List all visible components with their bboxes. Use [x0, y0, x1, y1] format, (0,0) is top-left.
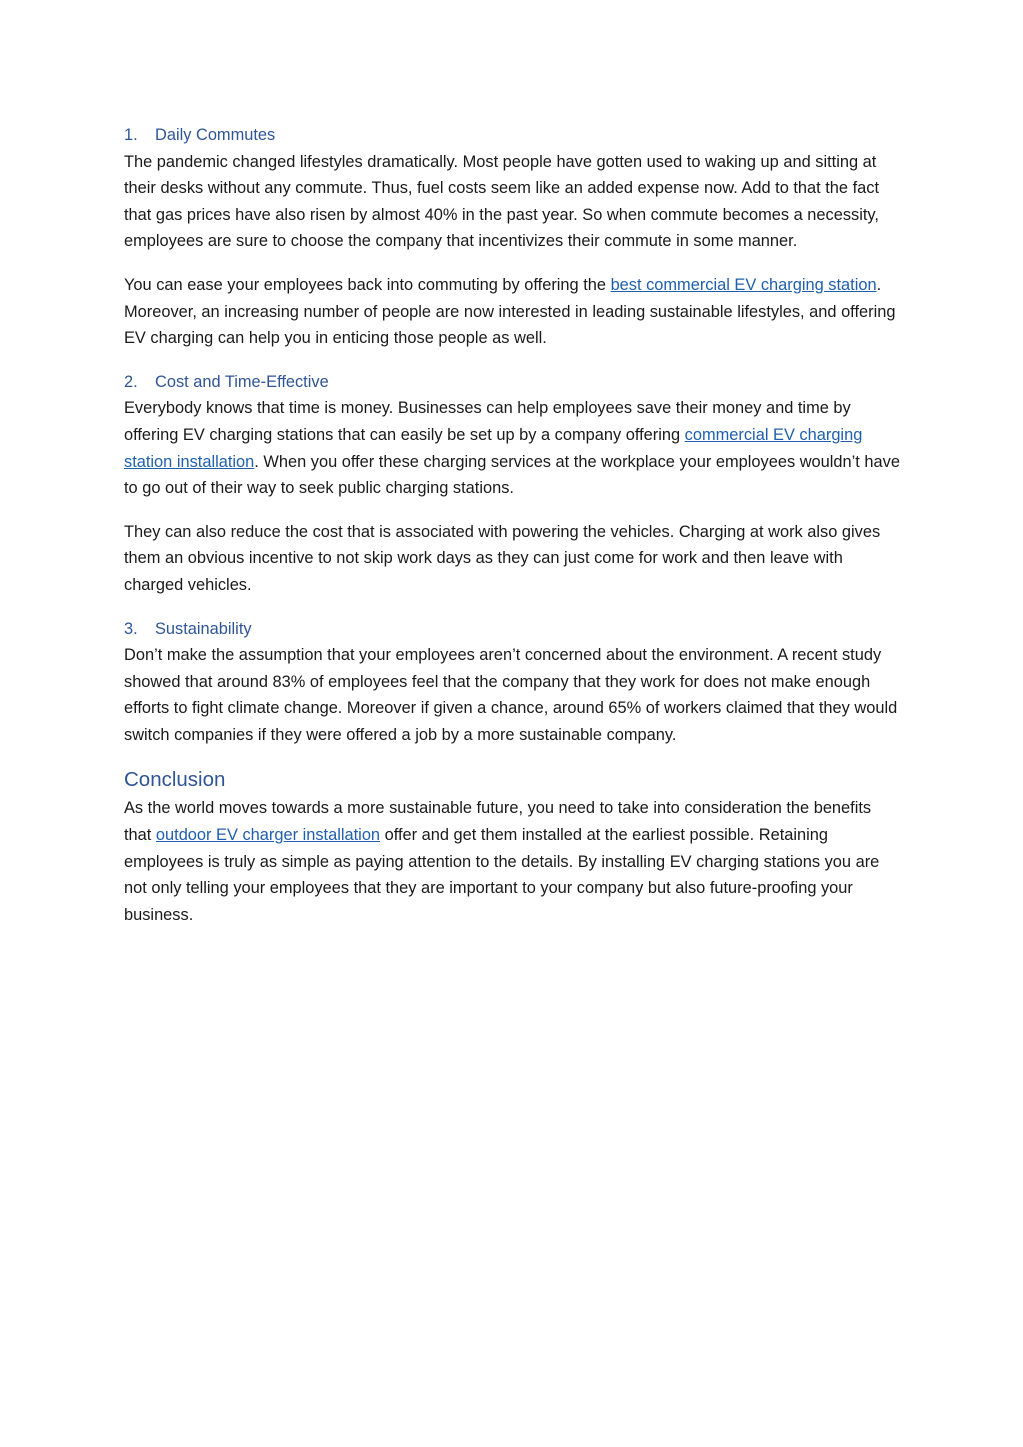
paragraph-text: You can ease your employees back into commuting by offering the [124, 275, 611, 294]
paragraph [124, 272, 902, 352]
section-number: 2. [124, 372, 138, 391]
paragraph [124, 642, 902, 748]
paragraph-text: offer and get them installed at the earliest possible. Retaining employees is truly as simple as paying attention to the details. By installing EV charging stations you are not only telling your employees that they are important to your company but also future-proofing your business. [124, 826, 880, 924]
paragraph [124, 395, 902, 501]
paragraph-text: Don’t make the assumption that your employees aren’t concerned about the environment. A recent study showed that around 83% of employees feel that the company that they work for does not make enough efforts to fight climate change. Moreover if given a chance, around 65% of workers claimed that they would switch companies if they were offered a job by a more sustainable company. [124, 646, 898, 744]
commercial-ev-charging-station-installation-link[interactable]: commercial EV charging station installation [124, 425, 863, 471]
paragraph-text: Everybody knows that time is money. Businesses can help employees save their money and time by offering EV charging stations that can easily be set up by a company offering [124, 399, 851, 444]
paragraph-text: As the world moves towards a more sustainable future, you need to take into consideration the benefits that [124, 799, 872, 845]
section-heading-sustainability [124, 616, 902, 643]
section-title: Daily Commutes [155, 126, 276, 144]
paragraph-text: . When you offer these charging services at the workplace your employees wouldn’t have to go out of their way to seek public charging stations. [124, 452, 900, 498]
paragraph [124, 795, 902, 928]
paragraph-text: . Moreover, an increasing number of people are now interested in leading sustainable lifestyles, and offering EV charging can help you in enticing those people as well. [124, 275, 896, 348]
section-title: Cost and Time-Effective [155, 372, 329, 391]
section-heading-cost-and-time [124, 369, 902, 396]
paragraph-text: The pandemic changed lifestyles dramatically. Most people have gotten used to waking up and sitting at their desks without any commute. Thus, fuel costs seem like an added expense now. Add to that the fact that gas prices have also risen by almost 40% in the past year. So when commute becomes a necessity, employees are sure to choose the company that incentivizes their commute in some manner. [124, 152, 880, 251]
paragraph [124, 149, 902, 255]
section-number: 1. [124, 126, 138, 144]
paragraph [124, 519, 902, 599]
best-commercial-ev-charging-station-link[interactable]: best commercial EV charging station [610, 275, 877, 294]
section-heading-daily-commutes [124, 122, 902, 149]
paragraph-text: They can also reduce the cost that is associated with powering the vehicles. Charging at work also gives them an obvious incentive to not skip work days as they can just come for work and then leave with charged vehicles. [124, 522, 881, 594]
conclusion-heading: Conclusion [124, 768, 226, 792]
section-title: Sustainability [155, 619, 252, 638]
outdoor-ev-charger-installation-link[interactable]: outdoor EV charger installation [155, 826, 381, 845]
document-page [124, 122, 902, 945]
section-number: 3. [124, 619, 138, 638]
